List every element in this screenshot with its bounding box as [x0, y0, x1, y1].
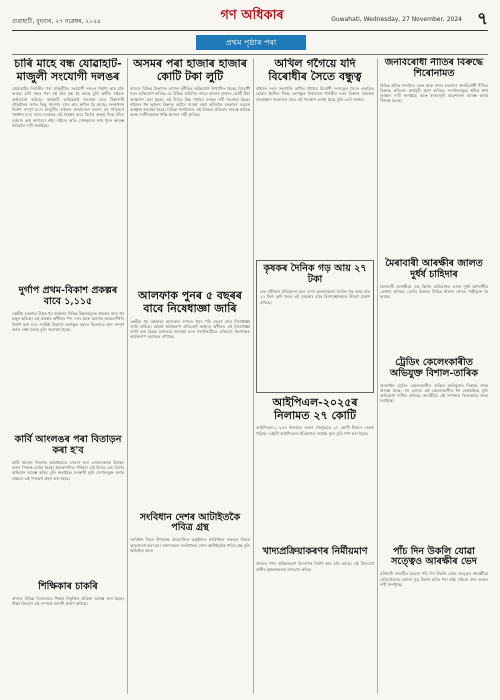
page-number: ৭ — [476, 9, 488, 29]
article-body: ঘটনাটো সংঘটিত হোৱাৰ পাঁচ দিন উকলি যোৱা সত্ত্বেও আৰক্ষীয়ে এতিয়ালৈকে কোনো সূত্ৰ উদ্ধাৰ কৰিব পৰা নাই। ৰাইজে দ্ৰুত তদন্তৰ দাবী জনাইছে। — [380, 571, 488, 587]
column-divider — [253, 58, 254, 694]
article-headline: আইপিএল-২০২৫ৰ নিলামত ২৭ কোটি — [272, 396, 358, 422]
article-headline: কাৰ্বি আংলঙৰ পৰা বিতাড়ন কৰা হ'ব — [14, 434, 122, 457]
article-body: মৈৰাবাৰী আৰক্ষীয়ে এক বিশেষ অভিযানত এজন দুৰ্ধৰ্ষ অপৰাধীক গ্ৰেপ্তাৰ কৰিছে। তেওঁৰ বিৰুদ্ধে বিভিন্ন থানাত গোচৰ পঞ্জীভুক্ত হৈ আছে। — [380, 283, 488, 300]
article-body: কাৰ্বি আংলং জিলাত অবৈধভাৱে বসবাস কৰা লোকসকলক উচ্ছেদ কৰাৰ সিদ্ধান্ত লোৱা হৈছে। স্বায়ত্তশাসিত পৰিষদে এই বিষয়ে এক বিশেষ অভিযান আৰম্ভ কৰিব বুলি জনাইছে। চৰকাৰী ভূমি বেদখলমুক্ত কৰাৰ লক্ষ্যৰে এই পদক্ষেপ গ্ৰহণ কৰা হৈছে। — [12, 459, 124, 481]
article-headline: চাৰি মাহে বন্ধ যোৱাহাট-মাজুলী সংযোগী দলঙৰ — [14, 58, 122, 83]
article-body: ৰাইজৰ দলৰ সভাপতি অখিল গগৈয়ে বিৰোধী দলসমূহৰ সৈতে একত্ৰিত হোৱাৰ ইংগিত দিছে। আগন্তুক নিৰ্বাচনত শাসকীয় দলৰ বিৰুদ্ধে ঐক্যবদ্ধ প্ৰত্যাহ্বান জনোৱাৰ বাবে এই পদক্ষেপ লোৱা হৈছে বুলি তেওঁ জনায়। — [256, 86, 374, 102]
column-3 — [256, 58, 374, 694]
article-body: বিভিন্ন শ্ৰমিক সংগঠনে কেন্দ্ৰ আৰু ৰাজ্য চৰকাৰৰ জনবিৰোধী নীতিৰ বিৰুদ্ধে প্ৰতিবাদ কাৰ্যসূচী গ্ৰহণ কৰিছে। সংগঠনসমূহে শ্ৰমিক স্বাৰ্থ সুৰক্ষাৰ দাবী জনাইছে আৰু ৰাজ্যজুৰি আন্দোলন আৰম্ভ কৰাৰ সিদ্ধান্ত লৈছে। — [380, 82, 488, 104]
article-headline: ট্ৰেডিং কেলেংকাৰীত অভিযুক্ত বিশাল-তাৰিক — [389, 356, 479, 379]
column-1 — [12, 58, 124, 694]
header-date-english: Guwahati, Wednesday, 27 November, 2024 — [331, 16, 462, 23]
header-date-assamese: গুৱাহাটী, বুধবাৰ, ২৭ নৱেম্বৰ, ২০২৪ — [12, 18, 101, 25]
article-headline: মৈৰাবাৰী আৰক্ষীৰ জালত দুৰ্ধৰ্ষ চাহিদাৰ — [385, 257, 483, 280]
article-body: যোৱাহাটৰ নিমাতীৰ পৰা মাজুলীলৈ সংযোগী দলঙৰ নিৰ্মাণ কাম চলি আছে। চাৰি মাহৰ পৰা এই কাম বন্ধ হৈ আছে বুলি স্থানীয় ৰাইজে অভিযোগ কৰিছে। কাৰ্যবাহী অভিযন্তাই জনোৱা মতে ঠিকাদাৰী প্ৰতিষ্ঠানৰ লগত কিছু সমস্যাৰ বাবে কাম স্থগিত হৈ আছে। দলঙখনৰ নিৰ্মাণ সম্পূৰ্ণ হ'লে মাজুলীৰ ৰাইজৰ যাতায়াতৰ সমস্যা বহু পৰিমাণে সমাধান হ'ব। ৰাজ্য চৰকাৰে এই প্ৰকল্পৰ বাবে বিশেষ গুৰুত্ব দিছে যদিও বৰ্তমান কাম আগবঢ়া নাই। ৰাইজে অতি সোনকালে কাম পুনৰ আৰম্ভ কৰিবলৈ দাবী জনাইছে। — [12, 86, 124, 128]
article-headline: দুৰ্গাপ প্ৰথম-বিকাশ প্ৰকল্পৰ বাবে ১,১১৫ — [18, 285, 118, 308]
article-headline: শিক্ষিকাৰ চাকৰি — [38, 580, 98, 592]
article-body: কেন্দ্ৰীয় চৰকাৰে উত্তৰ-পূব অঞ্চলৰ বিভিন্ন উন্নয়নমূলক প্ৰকল্পৰ বাবে ধন মঞ্জুৰ কৰিছে। এই প্ৰকল্পৰ অধীনত পথ, দলং আৰু অন্যান্য আন্তঃগাঁথনি নিৰ্মাণ কৰা হ'ব। সংশ্লিষ্ট বিভাগে আগন্তুক বছৰৰ ভিতৰতে কাম সম্পূৰ্ণ কৰাৰ লক্ষ্য লৈছে বুলি জনোৱা হৈছে। — [12, 311, 124, 332]
page-header — [12, 4, 488, 31]
article-body: এক সমীক্ষাৰ প্ৰতিবেদন মতে দেশৰ কৃষকসকলৰ দৈনিক গড় আয় মাত্ৰ ২৭ টকা। কৃষি খণ্ডৰ এই দুৰৱস্থাৰ বাবে বিশেষজ্ঞসকলে উদ্বেগ প্ৰকাশ কৰিছে। — [260, 289, 370, 305]
article-headline: খাদ্যপ্ৰক্ৰিয়াকৰণৰ নিৰ্মীয়মাণ — [262, 546, 368, 558]
article-headline: সংবিধান দেশৰ আটাইতকৈ পবিত্ৰ গ্ৰন্থ — [139, 511, 241, 534]
article-headline: জনবিৰোধী নীতিৰ বিৰুদ্ধে শিৰোনামত — [384, 58, 484, 79]
column-2 — [130, 58, 250, 694]
article-headline: কৃষকৰ দৈনিক গড় আয় ২৭ টকা — [263, 263, 367, 286]
article-body: কেন্দ্ৰীয় গৃহ মন্ত্ৰালয়ে আলফাৰ ওপৰত পুনৰ পাঁচ বছৰৰ বাবে নিষেধাজ্ঞা জাৰি কৰিছে। অবৈধ কাৰ্যকলাপ প্ৰতিৰোধ আইনৰ অধীনত এই নিষেধাজ্ঞা জাৰি কৰা হৈছে। মন্ত্ৰালয়ে জনোৱা মতে সংগঠনটোৱে এতিয়াও হিংসাত্মক কাৰ্যকলাপ অব্যাহত ৰাখিছে। — [130, 318, 250, 340]
section-banner: প্ৰথম পৃষ্ঠাৰ পৰা — [196, 35, 306, 50]
article-headline: পাঁচ দিন উকলি যোৱা সত্ত্বেও আৰক্ষীৰ ভেদ — [391, 545, 477, 568]
column-divider — [377, 58, 378, 694]
article-body: ৰাজ্যৰ বিভিন্ন বিদ্যালয়ত শিক্ষক নিযুক্তিৰ প্ৰক্ৰিয়া আৰম্ভ কৰা হৈছে। শিক্ষা বিভাগে এই সম্পৰ্কে জাননী প্ৰকাশ কৰিছে। — [12, 595, 124, 607]
article-body: আইপিএল-২০২৫ৰ নিলামত এজন খেলুৱৈয়ে ২৭ কোটি টকাৰে ৰেকৰ্ড গঢ়িছে। এইটো আইপিএলৰ ইতিহাসত সৰ্বোচ্চ মূল্য বুলি গণ্য কৰা হৈছে। — [256, 425, 374, 436]
article-body: অনলাইন ট্ৰেডিং কেলেংকাৰীত জড়িত অভিযুক্তৰ বিৰুদ্ধে তদন্ত আৰম্ভ হৈছে। বহু লোকে এই কেলেংকাৰীত ধন হেৰুৱাইছে বুলি অভিযোগ দাখিল কৰিছে। আৰক্ষীয়ে এই সম্পৰ্কত বিতংভাৱে তদন্ত চলাইছে। — [380, 382, 488, 404]
article-headline: আলফাক পুনৰ ৫ বছৰৰ বাবে নিষেধাজ্ঞা জাৰি — [138, 289, 242, 315]
boxed-article — [256, 260, 374, 393]
column-4 — [380, 58, 488, 694]
article-body: ৰাজ্যৰ বিভিন্ন বিভাগত ব্যাপক দুৰ্নীতিৰ অভিযোগ উত্থাপিত হৈছে। বিৰোধী দলে অভিযোগ কৰিছে যে বিভিন্ন আঁচনিৰ নামত হাজাৰ হাজাৰ কোটি টকা আত্মসাৎ কৰা হৈছে। এই বিষয়ে উচ্চ পৰ্যায়ৰ তদন্তৰ দাবী জনোৱা হৈছে। ৰাইজৰ ধন লুণ্ঠনৰ বিৰুদ্ধে কঠোৰ ব্যৱস্থা গ্ৰহণ কৰিবলৈ চৰকাৰৰ ওচৰত আহ্বান জনোৱা হৈছে। বিভিন্ন সংগঠনেও এই বিষয়ত প্ৰতিবাদ সাব্যস্ত কৰিছে আৰু দোষীসকলক শাস্তি প্ৰদানৰ দাবী কৰিছে। — [130, 86, 250, 118]
article-headline: অখিল গগৈয়ে যদি বিৰোধীৰ সৈতে বন্ধুত্ব — [268, 58, 362, 83]
article-body: ৰাজ্যত খাদ্য প্ৰক্ৰিয়াকৰণ উদ্যোগৰ নিৰ্মাণ কাম চলি আছে। এই উদ্যোগে স্থানীয় কৃষকসকলক লাভৱান কৰিব। — [256, 561, 374, 572]
article-headline: অসমৰ পৰা হাজাৰ হাজাৰ কোটি টকা লুটি — [133, 58, 247, 83]
column-divider — [127, 58, 128, 694]
masthead-logo: গণ অধিকাৰ — [220, 8, 284, 23]
header-divider — [12, 54, 488, 55]
article-body: সংবিধান দিৱস উপলক্ষে আয়োজিত অনুষ্ঠানত সংবিধানৰ গুৰুত্বৰ বিষয়ে আলোচনা কৰা হয়। বক্তাসকলে সংবিধানক দেশৰ আটাইতকৈ পবিত্ৰ গ্ৰন্থ বুলি অভিহিত কৰে। — [130, 537, 250, 553]
